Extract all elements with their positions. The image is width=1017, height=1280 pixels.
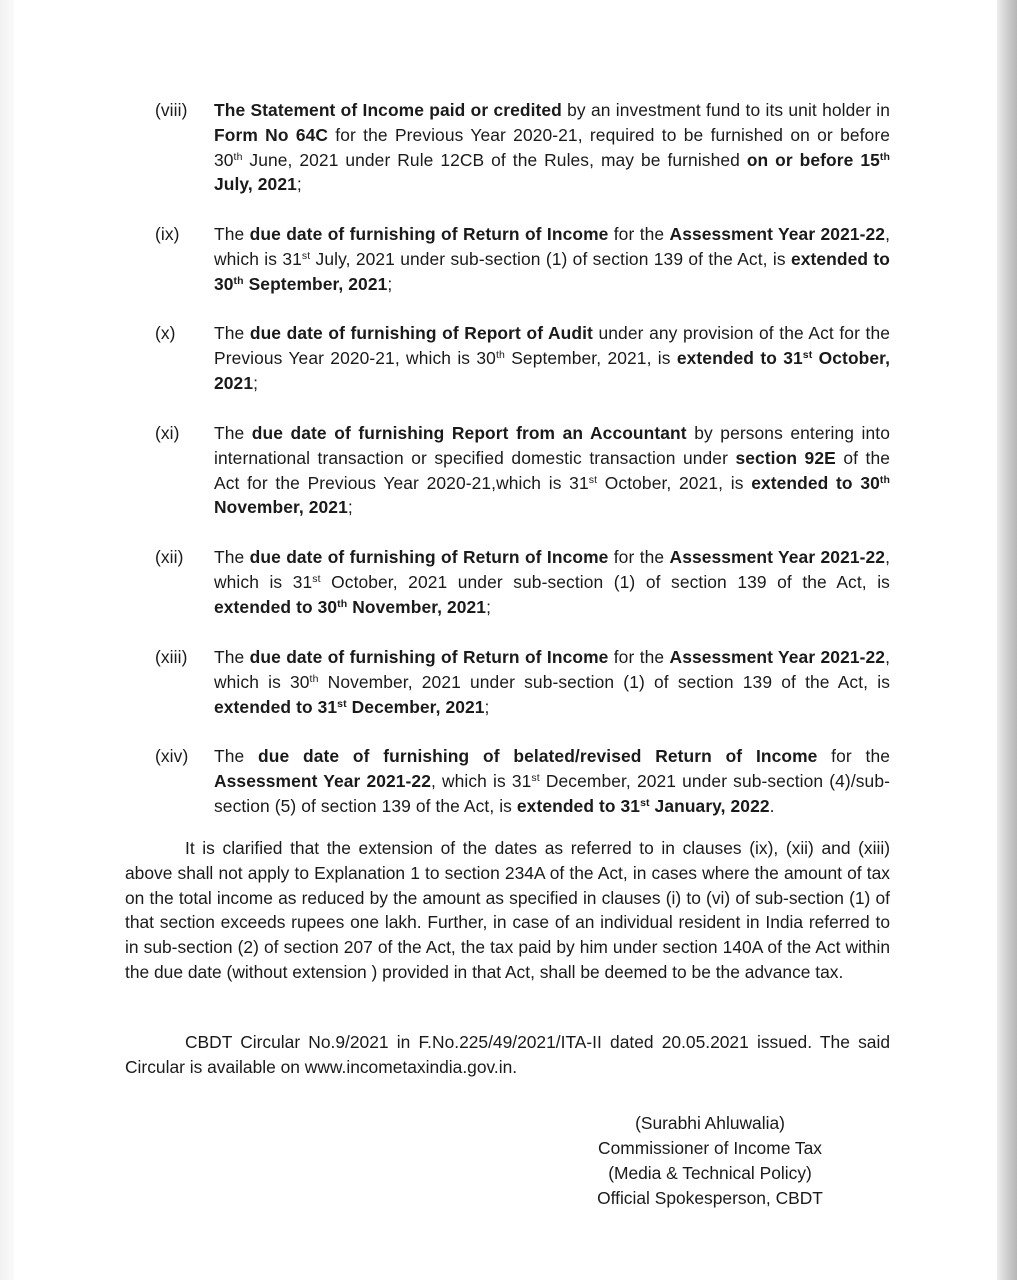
bold-text: on or before 15: [746, 149, 880, 170]
ordinal-suffix: th: [233, 274, 244, 287]
clause-number: (x): [155, 323, 176, 343]
text-run: The: [214, 224, 250, 244]
ordinal-suffix: th: [879, 473, 890, 486]
clause-xi: [155, 421, 890, 520]
bold-text: January, 2022: [649, 795, 770, 816]
bold-text: November, 2021: [347, 596, 487, 617]
text-run: October, 2021, is: [597, 472, 752, 493]
text-run: under any provision of the Act for the Previous Year 2020-21, which is 30: [214, 323, 891, 368]
clause-text: [214, 222, 890, 296]
bold-text: due date of furnishing of Report of Audit: [249, 323, 593, 343]
ordinal-suffix: st: [640, 796, 650, 809]
text-run: ;: [387, 273, 393, 294]
text-run: , which is 31: [430, 770, 532, 791]
clause-xiv: [155, 744, 890, 818]
bold-text: extended to 31: [214, 696, 338, 717]
text-run: , which is 31: [214, 547, 890, 592]
signatory-title: Commissioner of Income Tax: [598, 1138, 822, 1158]
ordinal-suffix: th: [495, 348, 505, 361]
bold-text: December, 2021: [346, 696, 485, 717]
text-run: ;: [347, 497, 353, 518]
signatory-role: Official Spokesperson, CBDT: [597, 1188, 823, 1208]
text-run: The: [214, 323, 250, 343]
text-run: for the: [608, 647, 670, 667]
bold-text: extended to 30: [214, 248, 890, 294]
bold-text: November, 2021: [214, 497, 348, 518]
text-run: The: [214, 647, 250, 667]
text-run: The: [214, 547, 250, 567]
text-run: for the: [608, 224, 670, 244]
clause-x: [155, 321, 890, 395]
bold-text: due date of furnishing of Return of Income: [249, 647, 609, 667]
clause-text: [214, 421, 890, 520]
clause-xii: [155, 545, 890, 619]
ordinal-suffix: st: [531, 771, 540, 784]
text-run: June, 2021 under Rule 12CB of the Rules, may be furnished: [242, 149, 747, 170]
text-run: for the: [608, 547, 670, 567]
bold-text: extended to 31: [516, 795, 641, 816]
bold-text: October, 2021: [214, 347, 890, 393]
bold-text: Assessment Year 2021-22: [214, 770, 431, 791]
ordinal-suffix: st: [301, 249, 311, 262]
clause-number: (ix): [155, 224, 180, 244]
ordinal-suffix: st: [337, 697, 347, 710]
clause-xiii: [155, 645, 890, 719]
ordinal-suffix: th: [233, 150, 243, 163]
bold-text: Assessment Year 2021-22: [669, 647, 886, 667]
bold-text: September, 2021: [243, 273, 388, 294]
text-run: .: [769, 795, 775, 816]
bold-text: due date of furnishing Report from an Accountant: [251, 423, 687, 443]
clause-text: [214, 321, 890, 395]
clause-number: (xii): [155, 547, 184, 567]
ordinal-suffix: st: [802, 348, 813, 361]
clause-text: [214, 645, 890, 719]
ordinal-suffix: st: [588, 473, 598, 486]
text-run: ;: [486, 596, 492, 617]
clause-text: [214, 98, 890, 197]
clarification-paragraph: It is clarified that the extension of the dates as referred to in clauses (ix), (xii) and (xiii) above shall not apply to Explanation 1 to section 234A of the Act, in cases where the amount of tax on the total income as reduced by the amount as specified in clauses (i) to (vi) of sub-section (1) of that section exceeds rupees one lakh. Further, in case of an individual resident in India referred to in sub-section (2) of section 207 of the Act, the tax paid by him under section 140A of the Act within the due date (without extension ) provided in that Act, shall be deemed to be the advance tax.: [125, 838, 890, 982]
clause-number: (xiv): [155, 746, 189, 766]
bold-text: due date of furnishing of Return of Income: [249, 224, 609, 244]
bold-text: extended to 31: [676, 347, 803, 368]
text-run: , which is 31: [214, 224, 890, 269]
clause-text: [214, 545, 890, 619]
bold-text: due date of furnishing of Return of Income: [249, 547, 609, 567]
text-run: , which is 30: [214, 647, 890, 692]
clause-number: (viii): [155, 100, 188, 120]
text-run: of the Act for the Previous Year 2020-21,which is 31: [214, 447, 890, 493]
bold-text: section 92E: [735, 447, 836, 468]
bold-text: Assessment Year 2021-22: [669, 224, 886, 244]
clause-number: (xiii): [155, 647, 188, 667]
text-run: ;: [253, 372, 259, 393]
clause-number: (xi): [155, 423, 180, 443]
text-run: by an investment fund to its unit holder in: [561, 100, 890, 120]
signatory-department: (Media & Technical Policy): [608, 1163, 812, 1183]
signature-block: [560, 1111, 860, 1211]
text-run: December, 2021 under sub-section (4)/sub-section (5) of section 139 of the Act, is: [214, 770, 890, 816]
text-run: ;: [296, 174, 302, 195]
bold-text: The Statement of Income paid or credited: [214, 100, 562, 120]
text-run: ;: [484, 696, 490, 717]
signatory-name: (Surabhi Ahluwalia): [635, 1113, 785, 1133]
ordinal-suffix: th: [309, 672, 319, 685]
circular-paragraph: CBDT Circular No.9/2021 in F.No.225/49/2021/ITA-II dated 20.05.2021 issued. The said Circular is available on www.incometaxindia.gov.in.: [125, 1032, 890, 1077]
text-run: by persons entering into international transaction or specified domestic transaction under: [214, 423, 890, 468]
clause-ix: [155, 222, 890, 296]
text-run: November, 2021 under sub-section (1) of section 139 of the Act, is: [318, 671, 890, 692]
clause-text: [214, 744, 890, 818]
text-run: October, 2021 under sub-section (1) of section 139 of the Act, is: [320, 571, 890, 592]
ordinal-suffix: th: [879, 150, 890, 163]
text-run: The: [214, 746, 259, 766]
bold-text: Assessment Year 2021-22: [669, 547, 886, 567]
ordinal-suffix: st: [312, 572, 321, 585]
bold-text: due date of furnishing of belated/revised Return of Income: [258, 746, 818, 766]
bold-text: Form No 64C: [214, 124, 329, 145]
text-run: for the: [817, 746, 890, 766]
text-run: for the Previous Year 2020-21, required to be furnished on or before 30: [214, 124, 890, 170]
bold-text: July, 2021: [214, 174, 297, 195]
bold-text: extended to 30: [751, 472, 880, 493]
text-run: September, 2021, is: [504, 347, 677, 368]
bold-text: extended to 30: [214, 596, 338, 617]
clause-viii: [155, 98, 890, 197]
text-run: The: [214, 423, 252, 443]
text-run: July, 2021 under sub-section (1) of section 139 of the Act, is: [310, 248, 791, 269]
ordinal-suffix: th: [337, 597, 348, 610]
